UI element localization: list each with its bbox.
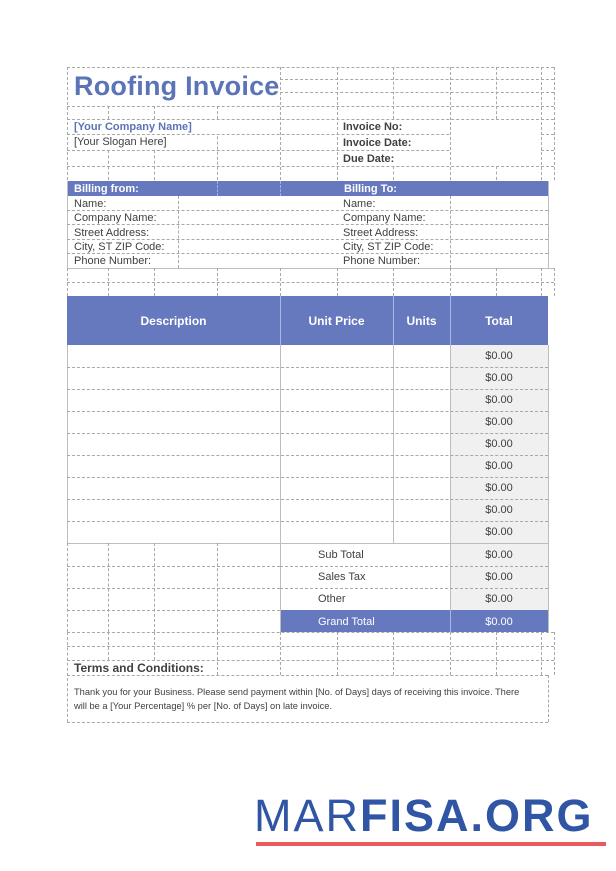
grid-line [67,610,280,611]
from-street-label: Street Address: [74,227,150,239]
grid-line [67,722,548,723]
column-header-unit-price: Unit Price [308,314,365,328]
grid-line [154,150,155,180]
company-cell [68,120,280,134]
slogan[interactable]: [Your Slogan Here] [74,136,167,148]
from-phone-label: Phone Number: [74,255,152,267]
invoice-no-cell [338,120,450,134]
grid-line [393,67,394,119]
grid-line [67,268,68,296]
sub-total-label: Sub Total [318,549,364,561]
grid-line [496,632,497,675]
from-city-label: City, ST ZIP Code: [74,241,165,253]
table-row[interactable] [67,389,548,411]
grid-line [67,282,554,283]
grid-line [108,150,109,180]
to-name-label: Name: [343,198,376,210]
billing-from-header: Billing from: [74,183,139,195]
row-total: $0.00 [485,526,513,538]
logo-underline [256,842,606,846]
grid-line [108,632,109,660]
grid-line [67,566,280,567]
grid-line [337,268,338,296]
grid-line [108,268,109,296]
grid-line [548,675,549,722]
grid-line [280,588,548,589]
title-cell [68,68,280,106]
from-name-label: Name: [74,198,107,210]
due-date-cell [338,151,450,166]
table-row[interactable] [67,433,548,455]
terms-header-cell [68,661,217,675]
from-company-label: Company Name: [74,212,157,224]
grid-line [554,268,555,296]
grid-line [280,632,281,675]
sales-tax-label: Sales Tax [318,571,366,583]
table-row[interactable] [67,345,548,367]
logo-text-light: MAR [254,790,360,841]
billing-to-input-area[interactable] [451,197,548,268]
grid-line [67,646,554,647]
grid-line [393,632,394,675]
grid-line [217,268,218,296]
column-header-total: Total [485,314,513,328]
row-total: $0.00 [485,460,513,472]
row-total: $0.00 [485,438,513,450]
grid-line [67,268,554,269]
to-street-label: Street Address: [343,227,419,239]
page-title: Roofing Invoice [74,71,280,101]
table-row[interactable] [67,455,548,477]
grid-line [280,566,548,567]
grid-line [217,106,218,180]
invoice-date-label: Invoice Date: [343,137,412,149]
grid-line [548,543,549,632]
row-total: $0.00 [485,350,513,362]
due-date-label: Due Date: [343,153,395,165]
grid-line [554,632,555,675]
grid-line [541,67,542,180]
grid-line [548,181,549,269]
billing-to-header: Billing To: [344,183,397,195]
grid-line [541,268,542,296]
column-header-units: Units [406,314,437,328]
grid-line [541,632,542,675]
grid-line [67,632,554,633]
sales-tax-value[interactable]: $0.00 [485,571,513,583]
row-total: $0.00 [485,482,513,494]
grid-line [280,92,554,93]
grid-line [450,268,451,296]
logo-text-bold: FISA.ORG [360,790,594,841]
grid-line [280,268,281,296]
terms-line-1: Thank you for your Business. Please send payment within [No. of Days] days of receiving this invoice. There [74,687,520,697]
terms-box[interactable] [68,676,548,722]
terms-line-2: will be a [Your Percentage] % per [No. of Days] on late invoice. [74,701,333,711]
row-total: $0.00 [485,416,513,428]
grid-line [280,181,281,196]
grid-line [496,268,497,296]
grid-line [217,632,218,675]
to-city-label: City, ST ZIP Code: [343,241,434,253]
row-total: $0.00 [485,372,513,384]
other-value[interactable]: $0.00 [485,593,513,605]
grid-line [67,181,68,269]
table-row[interactable] [67,477,548,499]
grid-line [280,79,554,80]
marfisa-logo [254,791,609,851]
grid-line [67,106,554,107]
other-label: Other [318,593,346,605]
grid-line [393,166,394,180]
grid-line [337,632,338,675]
grid-line [548,345,549,543]
grid-line [554,67,555,180]
grid-line [154,268,155,296]
grid-line [496,166,497,180]
grid-line [67,588,280,589]
terms-header: Terms and Conditions: [74,661,204,675]
grid-line [217,181,218,196]
grand-total-label: Grand Total [318,616,375,628]
billing-from-input-area[interactable] [179,197,337,268]
row-total: $0.00 [485,394,513,406]
invoice-values-area[interactable] [451,120,541,166]
grid-line [393,268,394,296]
invoice-date-cell [338,135,450,150]
table-row[interactable] [67,521,548,543]
slogan-cell [68,135,217,150]
to-phone-label: Phone Number: [343,255,421,267]
company-name[interactable]: [Your Company Name] [74,121,192,133]
to-company-label: Company Name: [343,212,426,224]
grand-total-value: $0.00 [485,616,513,628]
column-header-description: Description [140,314,207,328]
grid-line [154,632,155,660]
grid-line [67,166,554,167]
sub-total-value: $0.00 [485,549,513,561]
invoice-no-label: Invoice No: [343,121,403,133]
table-row[interactable] [67,411,548,433]
billing-header-bar [68,181,548,196]
grid-line [496,67,497,119]
grid-line [450,632,451,675]
table-row[interactable] [67,499,548,521]
table-row[interactable] [67,367,548,389]
grid-line [280,67,281,180]
row-total: $0.00 [485,504,513,516]
